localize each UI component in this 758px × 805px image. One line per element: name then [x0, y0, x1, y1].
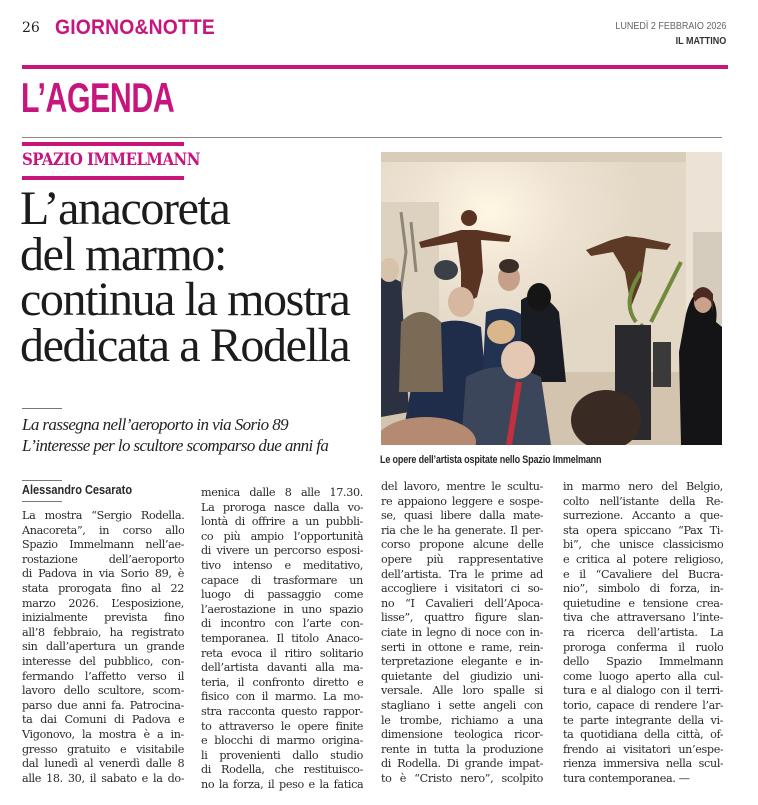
body-line: interesse del pubblico, con-	[22, 654, 184, 668]
body-line: La mostra “Sergio Rodella.	[22, 509, 184, 522]
body-line: rostazione dell’aeroporto	[22, 552, 184, 566]
body-line: co più ampio l’opportunità	[201, 529, 363, 543]
body-line: capace di trasformare un	[201, 573, 363, 587]
article-photo	[381, 152, 722, 445]
kicker-rule-bottom	[22, 176, 184, 180]
body-line: stagliano i sette angeli con	[381, 698, 543, 712]
body-line: proroga conferma il ruolo	[563, 640, 723, 654]
body-line: di Padova in via Sorio 89, è	[22, 567, 184, 581]
body-line: sin dall’apertura un grande	[22, 640, 184, 654]
body-line: teria, il confronto diretto e	[201, 675, 363, 689]
newspaper-name: IL MATTINO	[675, 36, 726, 47]
body-line: Vigonovo, la mostra è a in-	[22, 727, 184, 741]
body-line: corso propone alcune delle	[381, 538, 543, 552]
body-line: stra racconta questo rappor-	[201, 704, 363, 718]
body-line: Anacoreta”, in corso allo	[22, 523, 184, 537]
body-line: fisico con il marmo. La mo-	[201, 690, 363, 704]
body-line: di incontro con l’arte con-	[201, 617, 363, 631]
body-line: lavoro dello scultore, scom-	[22, 684, 184, 698]
body-line: reta evoca il ritiro solitario	[201, 646, 363, 660]
body-column-2	[201, 486, 363, 792]
title-line: continua la mostra	[20, 273, 350, 326]
body-line: all’8 febbraio, ha registrato	[22, 625, 184, 639]
rubric-divider	[22, 137, 722, 138]
body-line: tivo intenso e meditativo,	[201, 558, 363, 572]
body-line: marzo 2026. L’esposizione,	[22, 596, 184, 610]
body-column-1	[22, 509, 184, 786]
body-line: se, quasi libere dalla mate-	[381, 509, 543, 523]
body-line: rienza immersiva nella scul-	[563, 757, 723, 771]
body-line: ria che le ha generate. Il per-	[381, 523, 543, 537]
body-line: menica dalle 8 alle 17.30.	[201, 486, 363, 499]
photo-caption: Le opere dell’artista ospitate nello Spazio Immelmann	[380, 454, 602, 466]
body-line: quietante del giudizio uni-	[381, 669, 543, 683]
author-byline: Alessandro Cesarato	[22, 483, 133, 497]
body-line: li provenienti dallo studio	[201, 748, 363, 762]
byline-rule-top	[22, 480, 62, 481]
title-line: L’anacoreta	[20, 182, 230, 235]
body-line: to è “Cristo nero”, scolpito	[381, 771, 543, 785]
body-line: sta opera spiccano “Pax Ti-	[563, 523, 723, 537]
article-subtitle	[22, 415, 382, 456]
header-rule	[22, 65, 728, 69]
body-line: di Rodella. Di grande impat-	[381, 757, 543, 771]
body-line: colto nell’istante della Re-	[563, 494, 723, 508]
title-line: del marmo:	[20, 227, 226, 281]
body-line: come luogo aperto alla cul-	[563, 669, 723, 683]
rubric-title: L’AGENDA	[21, 74, 175, 121]
subtitle-line: La rassegna nell’aeroporto in via Sorio 89	[22, 415, 289, 434]
body-line: e blocchi di marmo origina-	[201, 734, 363, 748]
issue-date: LUNEDÌ 2 FEBBRAIO 2026	[614, 21, 726, 32]
body-line: e il “Cavaliere del Bucra-	[563, 567, 723, 581]
body-line: luogo di passaggio come	[201, 588, 363, 602]
body-line: ta dai Comuni di Padova e	[22, 713, 184, 727]
body-line: frendo ai visitatori un’espe-	[563, 742, 723, 756]
body-line: tura e al dialogo con il terri-	[563, 684, 723, 698]
section-name: GIORNO&NOTTE	[55, 16, 215, 39]
body-line: di Rodella, che restituisco-	[201, 763, 363, 777]
body-line: ciate in legno di noce con in-	[381, 625, 543, 639]
body-line: opere più rappresentative	[381, 552, 543, 566]
body-line: accogliere i visitatori ci so-	[381, 582, 543, 596]
body-column-3	[381, 480, 543, 786]
body-line: e critica al potere religioso,	[563, 552, 723, 566]
subtitle-rule	[22, 408, 62, 409]
body-line: no “I Cavalieri dell’Apoca-	[381, 596, 543, 610]
body-line: l’aerostazione in uno spazio	[201, 602, 363, 616]
title-line: dedicata a Rodella	[20, 318, 350, 372]
body-line: terpretazione elegante e in-	[381, 655, 543, 669]
body-line: quietudine e tensione crea-	[563, 596, 723, 610]
subtitle-line: L’interesse per lo scultore scomparso due anni fa	[22, 435, 329, 455]
body-line: temporanea. Il titolo Anaco-	[201, 631, 363, 645]
body-line: Spazio Immelmann nell’ae-	[22, 538, 184, 552]
body-line: parso due anni fa. Patrocina-	[22, 698, 184, 712]
body-line: inizialmente prevista fino	[22, 611, 184, 625]
body-line: ra ricerca dell’artista. La	[563, 625, 723, 639]
body-line: no la forza, il peso e la fatica	[201, 777, 363, 791]
exhibition-photo-icon	[381, 152, 722, 445]
body-line: dell’artista davanti alla ma-	[201, 661, 363, 675]
body-line: gresso gratuito e visitabile	[22, 742, 184, 756]
body-line: tiva che attraversano l’inte-	[563, 611, 723, 625]
body-line: del lavoro, mentre le scultu-	[381, 480, 543, 493]
body-line: dal lunedì al venerdì dalle 8	[22, 757, 184, 771]
body-line: di vivere un percorso esposi-	[201, 544, 363, 558]
body-line: dell’artista. Tra le prime ad	[381, 567, 543, 581]
body-line: ta quotidiana della città, of-	[563, 728, 723, 742]
body-line: re appaiono leggere e sospe-	[381, 494, 543, 508]
body-line: in marmo nero del Belgio,	[563, 480, 723, 493]
body-line: le trombe, richiamo a una	[381, 713, 543, 727]
body-line: surrezione. Accanto a que-	[563, 509, 723, 523]
body-line: torio, capace di rendere l’ar-	[563, 698, 723, 712]
body-column-4	[563, 480, 723, 786]
body-line: bi”, che unisce classicismo	[563, 538, 723, 552]
body-line: dimensione teologica ricor-	[381, 728, 543, 742]
body-line: fermando l’affetto verso il	[22, 669, 184, 683]
body-line: to attraverso le opere finite	[201, 719, 363, 733]
body-line: La proroga nasce dalla vo-	[201, 500, 363, 514]
body-line: rente in tutta la produzione	[381, 742, 543, 756]
byline-rule-bottom	[22, 501, 62, 502]
body-line: lontà di offrire a un pubbli-	[201, 515, 363, 529]
body-line: nio”, simbolo di forza, in-	[563, 582, 723, 596]
body-line: versale. Alle loro spalle si	[381, 684, 543, 698]
kicker-rule-top	[22, 142, 184, 146]
article-kicker: SPAZIO IMMELMANN	[22, 150, 200, 170]
body-line: stata prorogata fino al 22	[22, 581, 184, 595]
body-line: serti in ottone e rame, rein-	[381, 640, 543, 654]
article-title	[20, 182, 380, 372]
body-line: tura contemporanea. —	[563, 771, 690, 785]
page-number: 26	[22, 20, 40, 36]
body-line: alle 18. 30, il sabato e la do-	[22, 771, 184, 785]
body-line: te parte integrante della vi-	[563, 713, 723, 727]
body-line: dello Spazio Immelmann	[563, 655, 723, 669]
body-line: lisse”, quattro figure slan-	[381, 611, 543, 625]
